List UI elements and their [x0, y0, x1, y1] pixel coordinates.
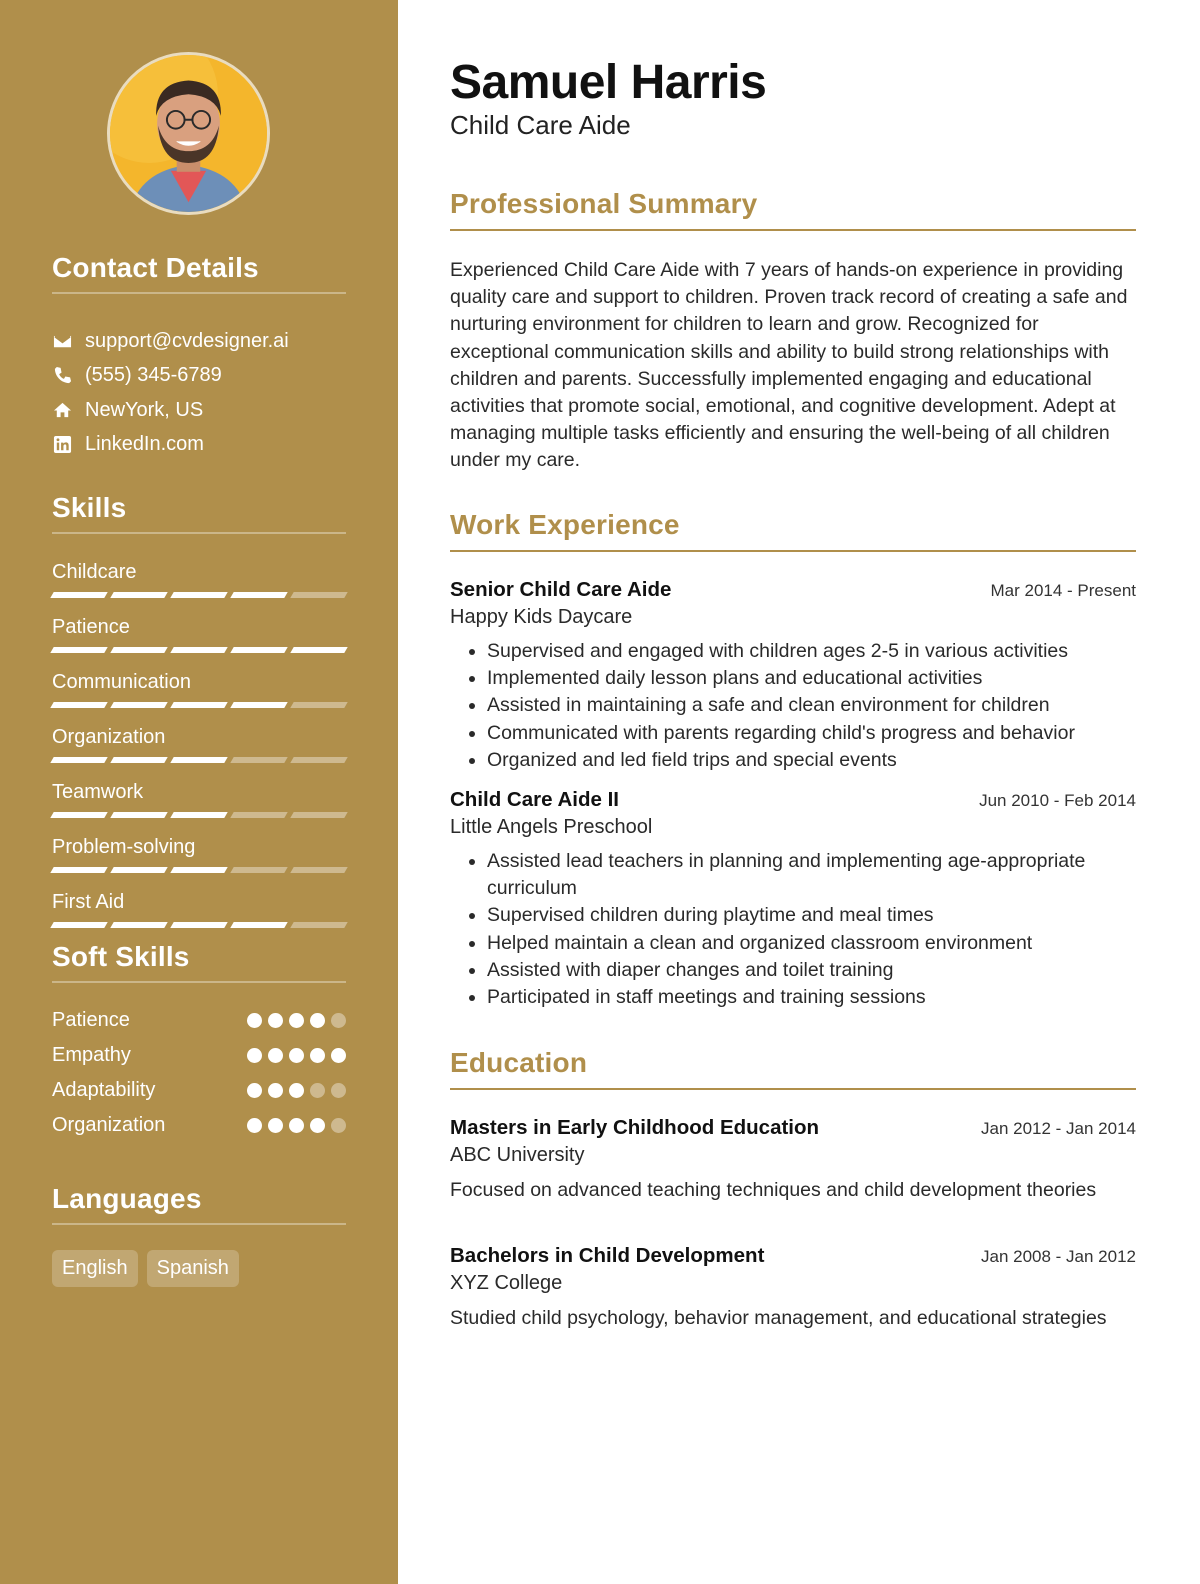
- skill-name: Childcare: [52, 561, 137, 583]
- job-bullet: • Supervised and engaged with children ages 2-5 in various activities: [487, 638, 1136, 665]
- skill-level-segment: [290, 922, 347, 928]
- soft-skills-list: [52, 1003, 346, 1143]
- rating-dot: [268, 1048, 283, 1063]
- education-description: Studied child psychology, behavior management, and educational strategies: [450, 1307, 1107, 1329]
- skills-heading: Skills: [52, 492, 346, 534]
- education-entry: [450, 1116, 1136, 1204]
- sidebar: [0, 0, 398, 1584]
- rating-dot: [310, 1013, 325, 1028]
- job-entry: [450, 578, 1136, 774]
- skill-level-segment: [170, 812, 227, 818]
- home-icon: [52, 400, 72, 420]
- skill-level-segment: [110, 867, 167, 873]
- job-bullet: • Assisted with diaper changes and toilet training: [487, 957, 1136, 984]
- rating-dot: [247, 1118, 262, 1133]
- job-org: Happy Kids Daycare: [450, 606, 633, 628]
- soft-skills-section: [52, 941, 346, 1143]
- skill-item: [52, 889, 346, 928]
- skill-level-segment: [170, 592, 227, 598]
- skill-level-segment: [110, 702, 167, 708]
- skill-level-segment: [50, 812, 107, 818]
- soft-skill-rating: [247, 1118, 346, 1133]
- skill-level-bar: [52, 702, 346, 708]
- rating-dot: [289, 1083, 304, 1098]
- skill-level-segment: [110, 922, 167, 928]
- skill-item: [52, 559, 346, 598]
- skill-level-segment: [230, 812, 287, 818]
- contact-heading: Contact Details: [52, 252, 346, 294]
- skill-level-bar: [52, 922, 346, 928]
- soft-skills-heading: Soft Skills: [52, 941, 346, 983]
- language-tag: Spanish: [147, 1250, 239, 1287]
- job-entry: [450, 788, 1136, 1011]
- education-school: ABC University: [450, 1144, 585, 1166]
- skill-level-segment: [290, 647, 347, 653]
- skill-level-segment: [230, 647, 287, 653]
- language-tag: English: [52, 1250, 138, 1287]
- soft-skill-name: Patience: [52, 1009, 130, 1031]
- skills-list: [52, 559, 346, 928]
- skill-level-segment: [290, 702, 347, 708]
- contact-location-text: NewYork, US: [85, 398, 204, 421]
- rating-dot: [247, 1083, 262, 1098]
- skill-level-segment: [230, 702, 287, 708]
- soft-skill-name: Adaptability: [52, 1079, 156, 1101]
- summary-heading: Professional Summary: [450, 188, 1136, 231]
- skill-item: [52, 724, 346, 763]
- skill-level-segment: [290, 812, 347, 818]
- education-description: Focused on advanced teaching techniques and child development theories: [450, 1179, 1097, 1201]
- soft-skill-item: [52, 1073, 346, 1108]
- person-name: Samuel Harris: [450, 56, 767, 109]
- job-bullet: • Participated in staff meetings and training sessions: [487, 984, 1136, 1011]
- rating-dot: [247, 1013, 262, 1028]
- skill-level-segment: [230, 922, 287, 928]
- job-dates: Jun 2010 - Feb 2014: [979, 791, 1136, 811]
- skill-level-segment: [290, 867, 347, 873]
- contact-section: [52, 252, 346, 462]
- education-entry: [450, 1244, 1136, 1332]
- person-title: Child Care Aide: [450, 110, 631, 140]
- education-heading: Education: [450, 1047, 1136, 1090]
- skill-level-segment: [110, 757, 167, 763]
- skill-level-segment: [50, 647, 107, 653]
- education-section: [450, 1047, 1136, 1332]
- rating-dot: [289, 1013, 304, 1028]
- rating-dot: [268, 1013, 283, 1028]
- skill-level-segment: [170, 647, 227, 653]
- soft-skill-rating: [247, 1013, 346, 1028]
- skill-level-segment: [170, 867, 227, 873]
- skill-item: [52, 669, 346, 708]
- rating-dot: [331, 1083, 346, 1098]
- skill-level-segment: [50, 867, 107, 873]
- job-org: Little Angels Preschool: [450, 816, 653, 839]
- skill-name: First Aid: [52, 891, 125, 913]
- experience-heading: Work Experience: [450, 509, 1136, 552]
- education-school: XYZ College: [450, 1272, 563, 1294]
- rating-dot: [289, 1118, 304, 1133]
- skill-level-bar: [52, 812, 346, 818]
- soft-skill-name: Empathy: [52, 1044, 131, 1066]
- skill-level-segment: [50, 757, 107, 763]
- contact-email[interactable]: [52, 324, 346, 359]
- summary-text: Experienced Child Care Aide with 7 years of hands-on experience in providing quality care and support to children. Proven track record of creating a safe and nurturing environment for children to learn and grow. Recognized for exceptional communication skills and ability to build strong relationships with children and parents. Successfully implemented engaging and educational activities that promote social, emotional, and cognitive development. Adept at managing multiple tasks efficiently and ensuring the well-being of all children under my care.: [450, 259, 1128, 472]
- skill-level-segment: [230, 757, 287, 763]
- job-bullet: • Supervised children during playtime and meal times: [487, 902, 1136, 929]
- skill-level-segment: [170, 702, 227, 708]
- skill-level-bar: [52, 757, 346, 763]
- job-bullet: • Assisted lead teachers in planning and implementing age-appropriate curriculum: [487, 848, 1136, 902]
- skills-section: [52, 492, 346, 944]
- profile-photo-illustration: [110, 55, 267, 212]
- skill-level-bar: [52, 592, 346, 598]
- rating-dot: [310, 1118, 325, 1133]
- skill-level-segment: [50, 702, 107, 708]
- job-bullets: [450, 638, 1136, 774]
- rating-dot: [331, 1048, 346, 1063]
- skill-level-segment: [50, 922, 107, 928]
- rating-dot: [268, 1083, 283, 1098]
- skill-level-bar: [52, 867, 346, 873]
- job-title: Senior Child Care Aide: [450, 578, 672, 601]
- profile-photo: [107, 52, 270, 215]
- job-bullets: [450, 848, 1136, 1011]
- skill-level-segment: [110, 592, 167, 598]
- skill-level-segment: [290, 592, 347, 598]
- skill-level-segment: [50, 592, 107, 598]
- rating-dot: [268, 1118, 283, 1133]
- skill-level-segment: [230, 867, 287, 873]
- skill-level-segment: [170, 922, 227, 928]
- soft-skill-rating: [247, 1048, 346, 1063]
- soft-skill-item: [52, 1108, 346, 1143]
- contact-phone-text: (555) 345-6789: [85, 364, 222, 387]
- job-dates: Mar 2014 - Present: [990, 581, 1136, 600]
- rating-dot: [331, 1013, 346, 1028]
- contact-linkedin[interactable]: [52, 428, 346, 463]
- skill-level-segment: [170, 757, 227, 763]
- job-bullet: • Communicated with parents regarding child's progress and behavior: [487, 720, 1136, 747]
- skill-name: Patience: [52, 616, 130, 638]
- soft-skill-item: [52, 1003, 346, 1038]
- contact-location: [52, 393, 346, 428]
- rating-dot: [247, 1048, 262, 1063]
- skill-name: Organization: [52, 726, 166, 748]
- skill-item: [52, 834, 346, 873]
- education-degree: Masters in Early Childhood Education: [450, 1116, 820, 1139]
- contact-phone[interactable]: [52, 359, 346, 394]
- job-bullet: • Assisted in maintaining a safe and clean environment for children: [487, 692, 1136, 719]
- soft-skill-rating: [247, 1083, 346, 1098]
- phone-icon: [52, 366, 72, 386]
- skill-item: [52, 614, 346, 653]
- skill-level-bar: [52, 647, 346, 653]
- job-bullet: • Implemented daily lesson plans and educational activities: [487, 665, 1136, 692]
- skill-level-segment: [230, 592, 287, 598]
- education-dates: Jan 2008 - Jan 2012: [980, 1247, 1136, 1266]
- job-bullet: • Helped maintain a clean and organized classroom environment: [487, 930, 1136, 957]
- job-title: Child Care Aide II: [450, 788, 619, 812]
- soft-skill-item: [52, 1038, 346, 1073]
- contact-email-text: support@cvdesigner.ai: [85, 329, 289, 352]
- languages-section: [52, 1183, 346, 1287]
- linkedin-icon: [52, 435, 72, 455]
- skill-name: Problem-solving: [52, 836, 196, 858]
- skill-level-segment: [290, 757, 347, 763]
- skill-name: Teamwork: [52, 781, 144, 803]
- rating-dot: [310, 1083, 325, 1098]
- envelope-icon: [52, 331, 72, 351]
- languages-heading: Languages: [52, 1183, 346, 1225]
- skill-item: [52, 779, 346, 818]
- education-degree: Bachelors in Child Development: [450, 1244, 765, 1267]
- skill-name: Communication: [52, 671, 191, 693]
- rating-dot: [310, 1048, 325, 1063]
- experience-section: [450, 509, 1136, 1011]
- skill-level-segment: [110, 812, 167, 818]
- summary-section: [450, 188, 1136, 475]
- job-bullet: • Organized and led field trips and special events: [487, 747, 1136, 774]
- rating-dot: [289, 1048, 304, 1063]
- skill-level-segment: [110, 647, 167, 653]
- rating-dot: [331, 1118, 346, 1133]
- soft-skill-name: Organization: [52, 1114, 166, 1136]
- contact-linkedin-text: LinkedIn.com: [85, 433, 204, 456]
- education-dates: Jan 2012 - Jan 2014: [980, 1119, 1136, 1138]
